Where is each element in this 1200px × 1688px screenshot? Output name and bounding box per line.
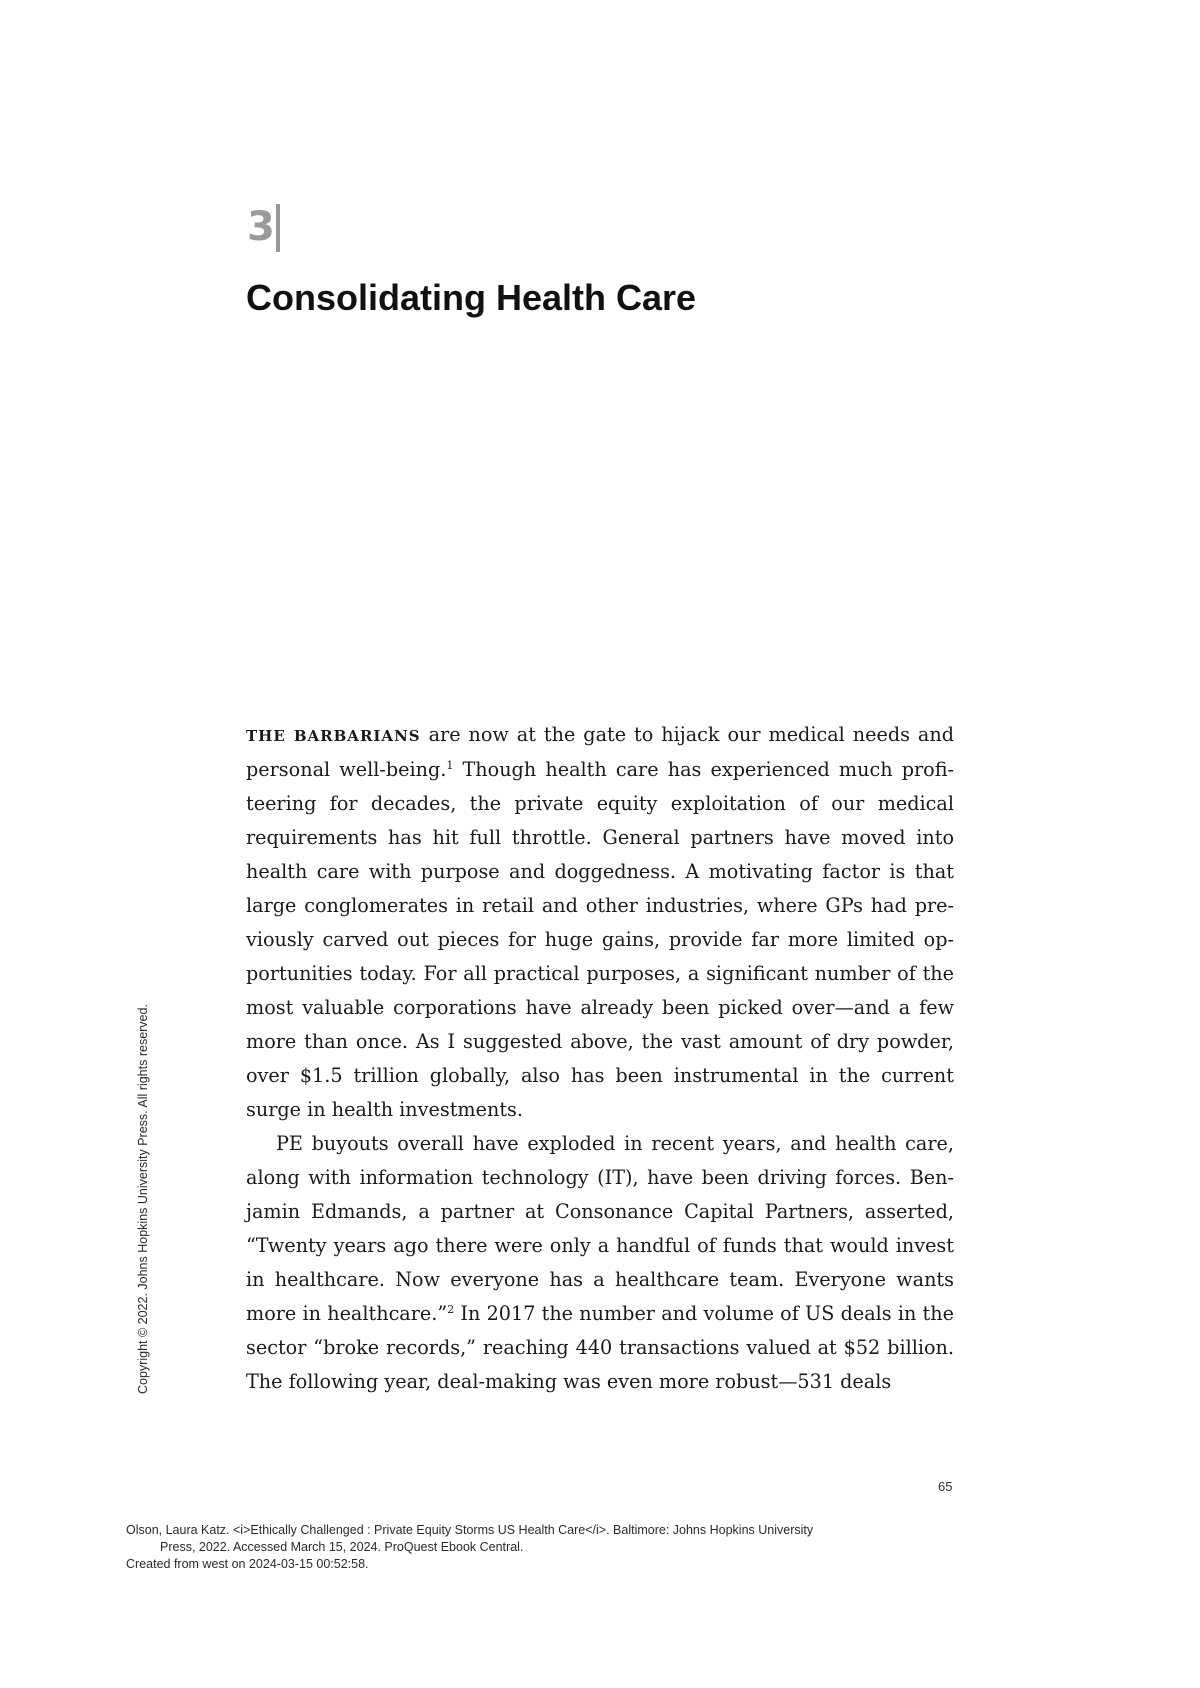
footnote-ref-2[interactable]: 2	[447, 1303, 455, 1316]
citation-line-3: Created from west on 2024-03-15 00:52:58.	[126, 1557, 369, 1571]
citation-line-1: Olson, Laura Katz. <i>Ethically Challenged : Private Equity Storms US Health Care</i>. Baltimore: Johns Hopkins University	[126, 1523, 814, 1537]
paragraph-1-text-b: Though health care has experienced much profiteering for decades, the private equity exploitation of our medical requirements has hit full throttle. General partners have moved into health care with purpose and doggedness. A motivating factor is that large conglomerates in retail and other industries, where GPs had previously carved out pieces for huge gains, provide far more limited opportunities today. For all practical purposes, a significant number of the most valuable corporations have already been picked over—and a few more than once. As I suggested above, the vast amount of dry powder, over $1.5 trillion globally, also has been instrumental in the current surge in health investments.	[246, 758, 954, 1121]
paragraph-2	[246, 1127, 954, 1399]
citation-line-2: Press, 2022. Accessed March 15, 2024. ProQuest Ebook Central.	[160, 1540, 524, 1554]
paragraph-1	[246, 718, 954, 1127]
chapter-number: 3	[247, 204, 276, 250]
chapter-title: Consolidating Health Care	[246, 277, 697, 318]
body-text	[246, 718, 954, 1399]
paragraph-2-text-b: In 2017 the number and volume of US deals in the sector “broke records,” reaching 440 transactions valued at $52 billion. The following year, deal-making was even more robust—531 deals	[246, 1302, 954, 1393]
page-number: 65	[938, 1479, 953, 1494]
citation-footer	[126, 1522, 926, 1573]
paragraph-2-text-a: PE buyouts overall have exploded in recent years, and health care, along with information technology (IT), have been driving forces. Benjamin Edmands, a partner at Consonance Capital Partners, asserted, “Twenty years ago there were only a handful of funds that would invest in healthcare. Now everyone has a healthcare team. Everyone wants more in healthcare.”	[246, 1132, 954, 1325]
footnote-ref-1[interactable]: 1	[446, 759, 454, 772]
lead-in-smallcaps: THE BARBARIANS	[246, 727, 421, 745]
side-copyright-notice: Copyright © 2022. Johns Hopkins University Press. All rights reserved.	[136, 1004, 150, 1394]
paragraph-1-text-a: are now at the gate to hijack our medical needs and personal well-being.	[246, 723, 954, 781]
chapter-number-divider	[276, 204, 280, 252]
